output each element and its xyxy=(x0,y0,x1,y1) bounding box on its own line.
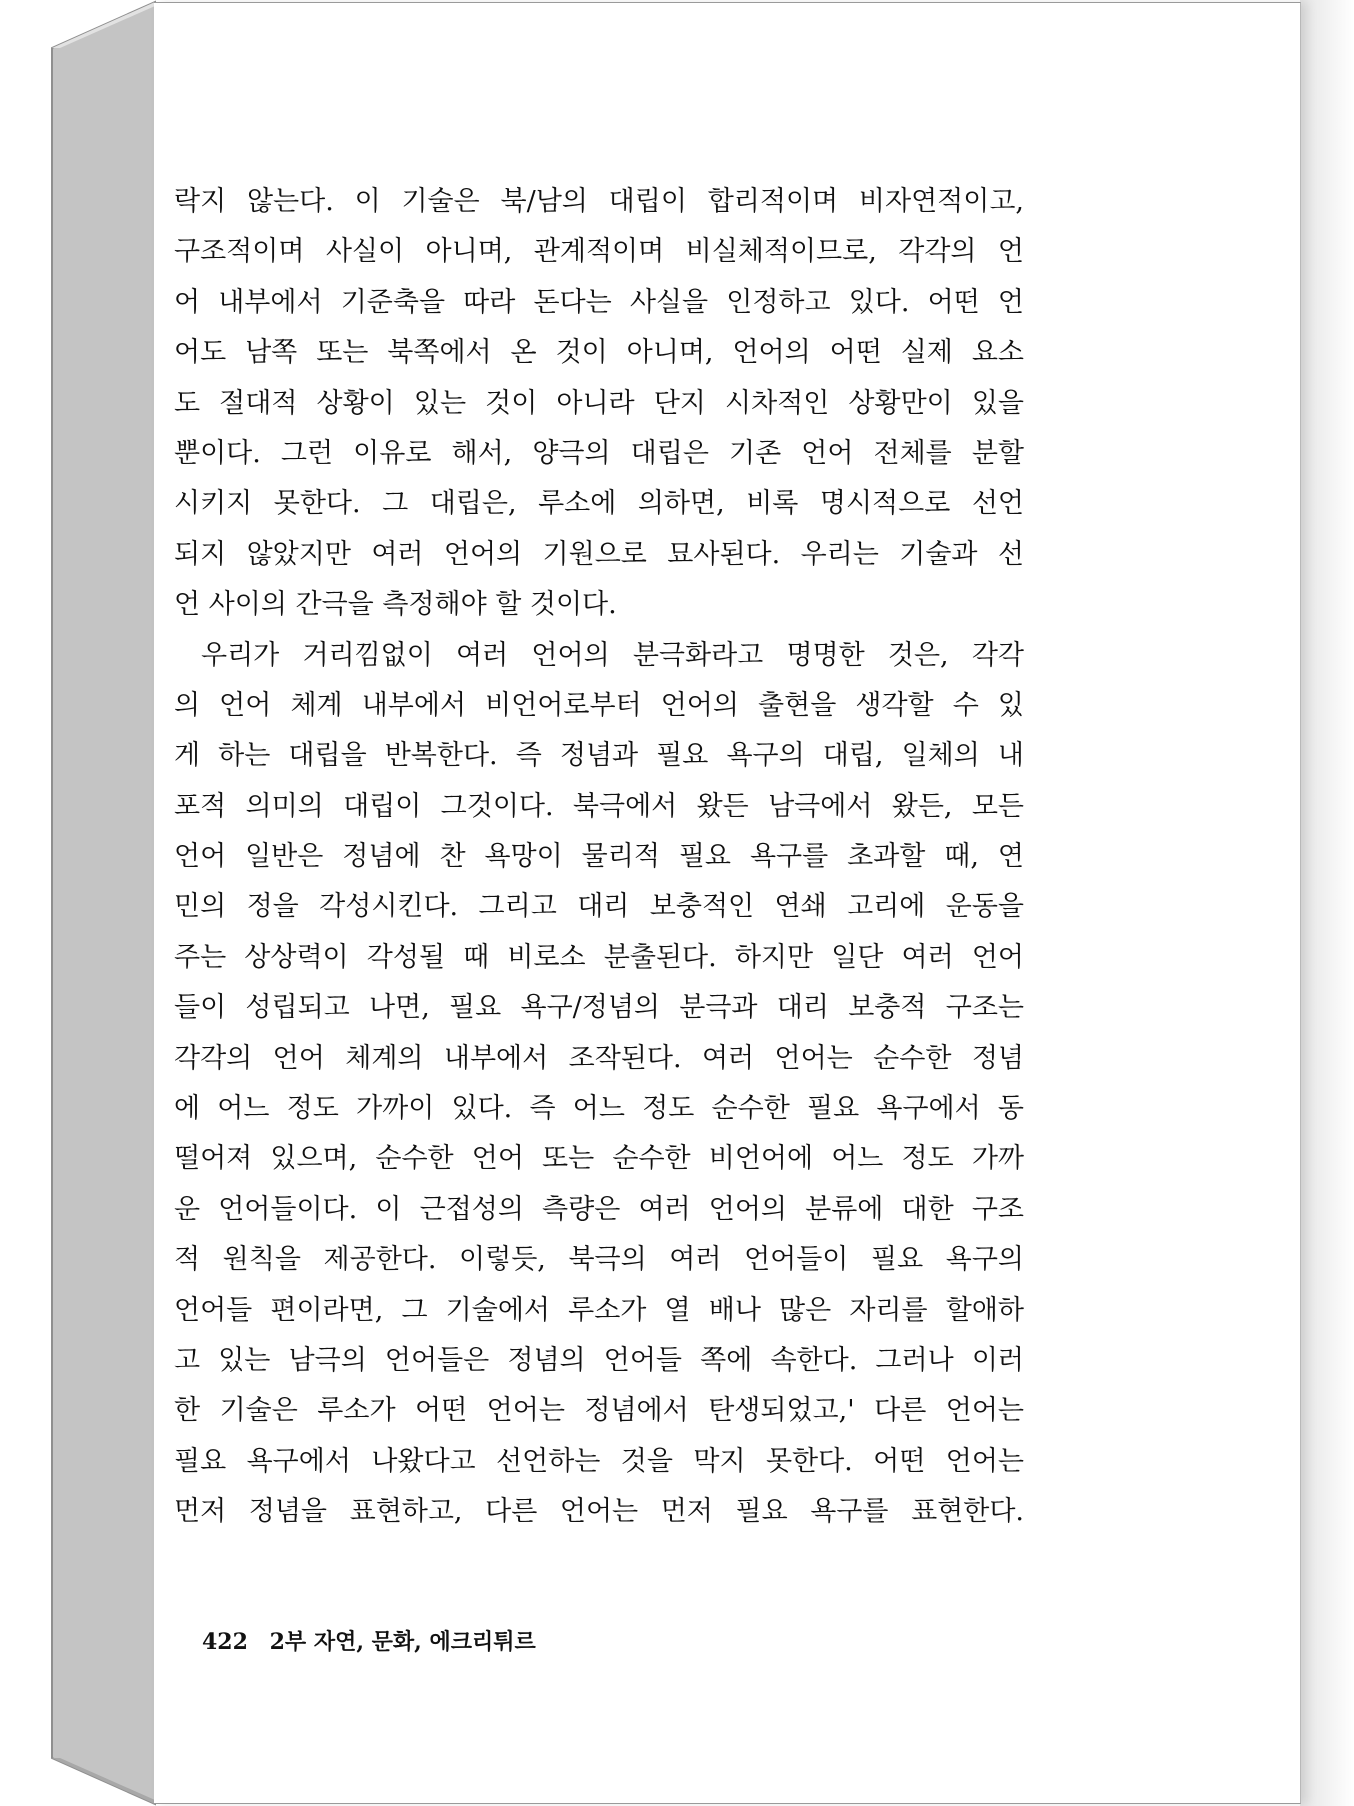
text-line: 언어들 편이라면, 그 기술에서 루소가 열 배나 많은 자리를 할애하 xyxy=(174,1294,1024,1326)
running-title: 2부 자연, 문화, 에크리튀르 xyxy=(269,1629,536,1655)
book-spine xyxy=(0,0,160,1806)
text-line: 고 있는 남극의 언어들은 정념의 언어들 쪽에 속한다. 그러나 이러 xyxy=(174,1344,1024,1376)
text-line: 한 기술은 루소가 어떤 언어는 정념에서 탄생되었고,' 다른 언어는 xyxy=(174,1395,1024,1427)
page-number: 422 xyxy=(202,1629,248,1655)
text-line: 구조적이며 사실이 아니며, 관계적이며 비실체적이므로, 각각의 언 xyxy=(174,236,1024,268)
text-line: 포적 의미의 대립이 그것이다. 북극에서 왔든 남극에서 왔든, 모든 xyxy=(174,790,1024,822)
text-line: 먼저 정념을 표현하고, 다른 언어는 먼저 필요 욕구를 표현한다. xyxy=(174,1496,1024,1528)
text-line: 떨어져 있으며, 순수한 언어 또는 순수한 비언어에 어느 정도 가까 xyxy=(174,1143,1024,1175)
text-line: 어 내부에서 기준축을 따라 돈다는 사실을 인정하고 있다. 어떤 언 xyxy=(174,286,1024,318)
text-line: 들이 성립되고 나면, 필요 욕구/정념의 분극과 대리 보충적 구조는 xyxy=(174,992,1024,1024)
text-line: 각각의 언어 체계의 내부에서 조작된다. 여러 언어는 순수한 정념 xyxy=(174,1042,1024,1074)
text-line: 운 언어들이다. 이 근접성의 측량은 여러 언어의 분류에 대한 구조 xyxy=(174,1193,1024,1225)
text-line: 도 절대적 상황이 있는 것이 아니라 단지 시차적인 상황만이 있을 xyxy=(174,387,1024,419)
page-footer xyxy=(202,1622,536,1662)
text-line: 락지 않는다. 이 기술은 북/남의 대립이 합리적이며 비자연적이고, xyxy=(174,186,1024,217)
text-line: 뿐이다. 그런 이유로 해서, 양극의 대립은 기존 언어 전체를 분할 xyxy=(174,437,1024,469)
paragraph-start-line: 우리가 거리낌없이 여러 언어의 분극화라고 명명한 것은, 각각 xyxy=(201,639,1024,671)
text-line: 적 원칙을 제공한다. 이렇듯, 북극의 여러 언어들이 필요 욕구의 xyxy=(174,1244,1024,1276)
text-line: 민의 정을 각성시킨다. 그리고 대리 보충적인 연쇄 고리에 운동을 xyxy=(174,891,1024,923)
text-line: 게 하는 대립을 반복한다. 즉 정념과 필요 욕구의 대립, 일체의 내 xyxy=(174,740,1024,772)
body-text xyxy=(174,177,1024,1538)
text-line: 어도 남쪽 또는 북쪽에서 온 것이 아니며, 언어의 어떤 실제 요소 xyxy=(174,337,1024,369)
text-line: 의 언어 체계 내부에서 비언어로부터 언어의 출현을 생각할 수 있 xyxy=(174,689,1024,721)
text-line: 되지 않았지만 여러 언어의 기원으로 묘사된다. 우리는 기술과 선 xyxy=(174,538,1024,570)
text-line: 시키지 못한다. 그 대립은, 루소에 의하면, 비록 명시적으로 선언 xyxy=(174,488,1024,520)
text-line: 언 사이의 간극을 측정해야 할 것이다. xyxy=(174,589,617,621)
text-line: 언어 일반은 정념에 찬 욕망이 물리적 필요 욕구를 초과할 때, 연 xyxy=(174,841,1024,873)
text-line: 주는 상상력이 각성될 때 비로소 분출된다. 하지만 일단 여러 언어 xyxy=(174,941,1024,973)
text-line: 에 어느 정도 가까이 있다. 즉 어느 정도 순수한 필요 욕구에서 동 xyxy=(174,1093,1024,1125)
text-line: 필요 욕구에서 나왔다고 선언하는 것을 막지 못한다. 어떤 언어는 xyxy=(174,1445,1024,1477)
book-shadow xyxy=(1300,0,1354,1806)
